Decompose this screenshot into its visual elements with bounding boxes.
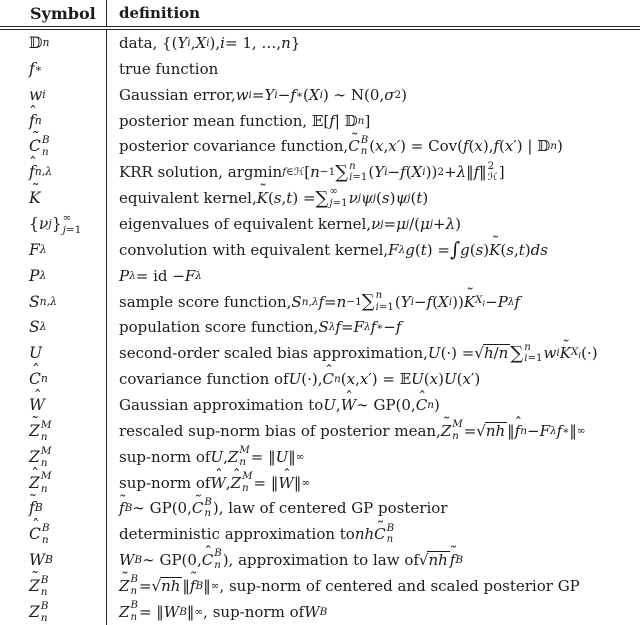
definition-cell: data, {( Y i , X i ), i = 1, …, n }: [119, 33, 301, 52]
definition-cell: rescaled sup-norm bias of posterior mean, Z ˜ M n = √nh ‖ f ˆ n − F λ f ∗ ‖ ∞: [107, 418, 640, 444]
table-row: [0, 185, 640, 211]
definition-cell: eigenvalues of equivalent kernel, ν j = μ j /( μ j + λ ): [119, 214, 461, 233]
table-row: [0, 521, 640, 547]
definition-cell: Z ˜ B n = √nh ‖ f ˜ B ‖ ∞ , sup-norm of centered and scaled posterior GP: [107, 573, 640, 599]
table-row: [0, 366, 640, 392]
table-row: [0, 30, 640, 56]
table-row: [0, 547, 640, 573]
definition-cell: Gaussian approximation to U , W ˆ ∼ GP(0, C ˆ n ): [107, 392, 640, 418]
symbol-cell: Z ˜ B n: [0, 573, 107, 599]
table-row: [0, 470, 640, 496]
definition-cell: equivalent kernel, K ˜ ( s , t ) = ∑ ∞ j=1 ν j ψ j ( s ) ψ j ( t ): [107, 185, 640, 211]
definition-cell: deterministic approximation to nh C ˜ B n: [107, 521, 640, 547]
definition-cell: convolution with equivalent kernel, F λ g ( t ) = ∫ g ( s ) K ˜ ( s , t ) ds: [107, 237, 640, 263]
table-row: [0, 211, 640, 237]
symbol-cell: Z ˜ M n: [0, 418, 107, 444]
table-row: [0, 314, 640, 340]
symbol-cell: w i: [0, 82, 107, 108]
symbol-cell: Z B n: [0, 599, 107, 625]
symbol-cell: S n,λ: [0, 289, 107, 315]
symbol-cell: S λ: [0, 314, 107, 340]
definition-cell: true function: [119, 59, 219, 78]
symbol-cell: 𝔻 n: [0, 30, 107, 56]
table-row: [0, 289, 640, 315]
header-row: [0, 0, 640, 26]
symbol-cell: f ˆ n: [0, 108, 107, 134]
definition-cell: W B ∼ GP(0, C ˆ B n ), approximation to law of √nh f ˜ B: [107, 547, 640, 573]
table-row: [0, 495, 640, 521]
definition-cell: posterior mean function, 𝔼[ f | 𝔻 n ]: [119, 111, 371, 130]
table-row: [0, 573, 640, 599]
symbol-cell: Z ˆ M n: [0, 470, 107, 496]
definition-cell: P λ = id − F λ: [119, 266, 202, 285]
table-body: [0, 30, 640, 625]
definition-cell: population score function, S λ f = F λ f ∗ − f: [119, 318, 402, 337]
table-row: [0, 108, 640, 134]
symbol-cell: K ˜: [0, 185, 107, 211]
table-row: [0, 133, 640, 159]
table-row: [0, 159, 640, 185]
symbol-cell: f ˜ B: [0, 495, 107, 521]
table-row: [0, 392, 640, 418]
symbol-cell: f ˆ n,λ: [0, 159, 107, 185]
column-header-definition: definition: [119, 4, 201, 22]
definition-cell: sup-norm of U , Z M n = ‖ U ‖ ∞: [119, 444, 305, 468]
definition-cell: KRR solution, argmin f∈ℋ [ n −1 ∑ n i=1 ( Y i − f ( X i )) 2 + λ ‖ f ‖ 2 ℋ ]: [119, 160, 505, 184]
definition-cell: Z B n = ‖ W B ‖ ∞ , sup-norm of W B: [119, 600, 328, 623]
symbol-cell: P λ: [0, 263, 107, 289]
table-row: [0, 263, 640, 289]
table-row: [0, 444, 640, 470]
definition-cell: f ˜ B ∼ GP(0, C ˜ B n ), law of centered GP posterior: [107, 495, 640, 521]
table-row: [0, 82, 640, 108]
symbol-cell: W ˆ: [0, 392, 107, 418]
symbol-cell: F λ: [0, 237, 107, 263]
table-row: [0, 340, 640, 366]
symbol-cell: U: [0, 340, 107, 366]
table-row: [0, 599, 640, 625]
definition-cell: sup-norm of W ˆ , Z ˆ M n = ‖ W ˆ ‖ ∞: [107, 470, 640, 496]
symbol-cell: C ˆ n: [0, 366, 107, 392]
symbol-cell: { ν j } ∞ j=1: [0, 211, 107, 237]
symbol-cell: C ˆ B n: [0, 521, 107, 547]
symbol-cell: W B: [0, 547, 107, 573]
definition-cell: covariance function of U (·), C ˆ n ( x , x ′) = 𝔼 U ( x ) U ( x ′): [107, 366, 640, 392]
symbol-cell: Z M n: [0, 444, 107, 470]
table-row: [0, 418, 640, 444]
table-row: [0, 56, 640, 82]
definition-cell: sample score function, S n,λ f = n −1 ∑ n i=1 ( Y i − f ( X i )) K ˜ $X_i$ − P λ f: [107, 289, 640, 315]
table-row: [0, 237, 640, 263]
definition-cell: Gaussian error, w i = Y i − f ∗ ( X i ) ∼ N(0, σ 2 ): [119, 85, 407, 104]
definition-cell: second-order scaled bias approximation, U (·) = √h/n ∑ n i=1 w i K ˜ $X_i$ (·): [107, 340, 640, 366]
definition-cell: posterior covariance function, C ˜ B n ( x , x ′) = Cov( f ( x ), f ( x ′) | 𝔻 n ): [107, 133, 640, 159]
column-header-symbol: Symbol: [0, 0, 107, 26]
symbol-cell: C ˜ B n: [0, 133, 107, 159]
symbol-cell: f ∗: [0, 56, 107, 82]
